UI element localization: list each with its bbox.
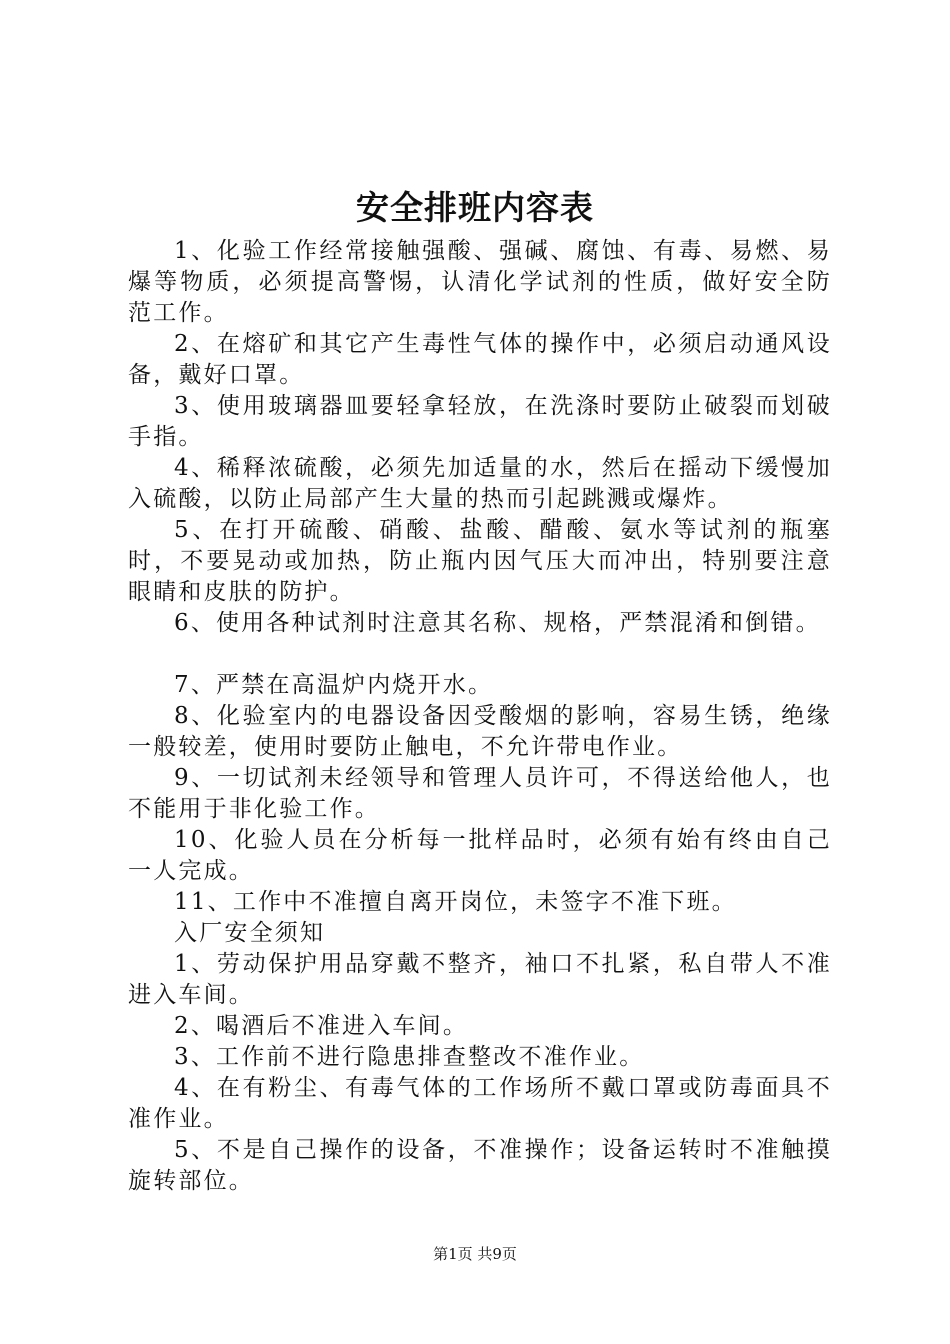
- paragraph-2: 2、在熔矿和其它产生毒性气体的操作中，必须启动通风设备，戴好口罩。: [128, 331, 832, 388]
- paragraph-11: 11、工作中不准擅自离开岗位，未签字不准下班。: [174, 889, 737, 915]
- paragraph-5: 5、在打开硫酸、硝酸、盐酸、醋酸、氨水等试剂的瓶塞时，不要晃动或加热，防止瓶内因气压大而冲出，特别要注意眼睛和皮肤的防护。: [128, 517, 832, 605]
- paragraph-9: 9、一切试剂未经领导和管理人员许可，不得送给他人，也不能用于非化验工作。: [128, 765, 832, 822]
- paragraph-notice-5: 5、不是自己操作的设备，不准操作；设备运转时不准触摸旋转部位。: [128, 1137, 832, 1194]
- paragraph-8: 8、化验室内的电器设备因受酸烟的影响，容易生锈，绝缘一般较差，使用时要防止触电，不允许带电作业。: [128, 703, 832, 760]
- paragraph-4: 4、稀释浓硫酸，必须先加适量的水，然后在摇动下缓慢加入硫酸，以防止局部产生大量的热而引起跳溅或爆炸。: [128, 455, 832, 512]
- paragraph-10: 10、化验人员在分析每一批样品时，必须有始有终由自己一人完成。: [128, 827, 832, 884]
- page-footer: 第1页 共9页: [433, 1245, 517, 1263]
- document-title: 安全排班内容表: [356, 188, 594, 227]
- paragraph-7: 7、严禁在高温炉内烧开水。: [174, 672, 494, 698]
- paragraph-notice-3: 3、工作前不进行隐患排查整改不准作业。: [174, 1044, 645, 1070]
- paragraph-6: 6、使用各种试剂时注意其名称、规格，严禁混淆和倒错。: [174, 610, 821, 636]
- paragraph-notice-2: 2、喝酒后不准进入车间。: [174, 1013, 469, 1039]
- paragraph-notice-4: 4、在有粉尘、有毒气体的工作场所不戴口罩或防毒面具不准作业。: [128, 1075, 832, 1132]
- section-heading: 入厂安全须知: [174, 920, 326, 946]
- paragraph-1: 1、化验工作经常接触强酸、强碱、腐蚀、有毒、易燃、易爆等物质，必须提高警惕，认清化学试剂的性质，做好安全防范工作。: [128, 238, 832, 326]
- paragraph-3: 3、使用玻璃器皿要轻拿轻放，在洗涤时要防止破裂而划破手指。: [128, 393, 832, 450]
- paragraph-notice-1: 1、劳动保护用品穿戴不整齐，袖口不扎紧，私自带人不准进入车间。: [128, 951, 832, 1008]
- document-body: [128, 236, 832, 1197]
